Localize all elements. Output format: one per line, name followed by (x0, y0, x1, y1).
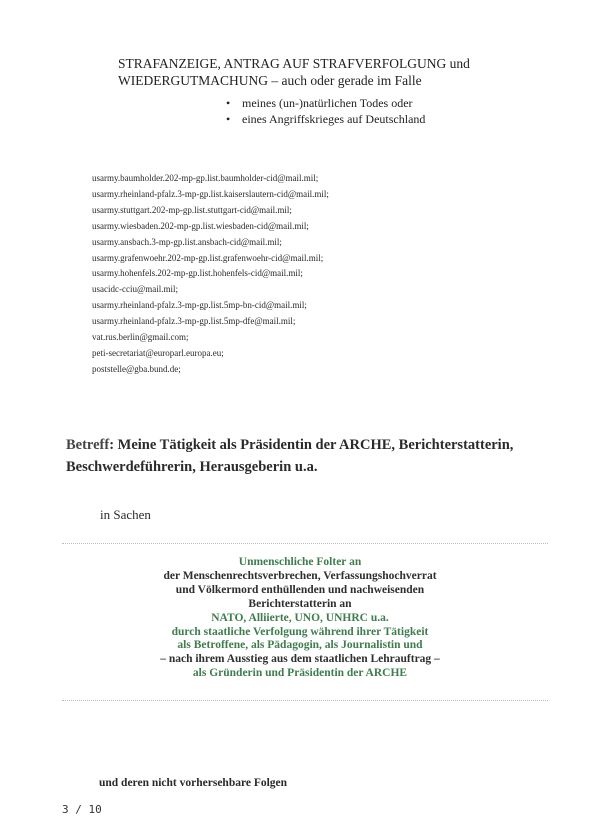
recipient-email: usarmy.ansbach.3-mp-gp.list.ansbach-cid@mail.mil; (92, 236, 282, 247)
recipient-email: usarmy.grafenwoehr.202-mp-gp.list.grafenwoehr-cid@mail.mil; (92, 252, 324, 263)
subject-text-line-1: : Meine Tätigkeit als Präsidentin der ARCHE, Berichterstatterin, (109, 437, 514, 453)
title-line-1: STRAFANZEIGE, ANTRAG AUF STRAFVERFOLGUNG und (118, 56, 470, 71)
recipient-email: usarmy.rheinland-pfalz.3-mp-gp.list.5mp-dfe@mail.mil; (92, 316, 296, 327)
recipient-email: usarmy.stuttgart.202-mp-gp.list.stuttgart-cid@mail.mil; (92, 204, 292, 215)
subject-label: Betreff (66, 437, 110, 453)
header-bullet-item: • eines Angriffskrieges auf Deutschland (226, 111, 538, 127)
title-line-2: WIEDERGUTMACHUNG – auch oder gerade im Falle (118, 73, 422, 88)
charges-line: als Betroffene, als Pädagogin, als Journalistin und (177, 639, 423, 652)
recipient-email: poststelle@gba.bund.de; (92, 363, 181, 374)
recipient-email: usarmy.rheinland-pfalz.3-mp-gp.list.5mp-bn-cid@mail.mil; (92, 300, 307, 311)
charges-line: Berichterstatterin an (248, 597, 352, 610)
recipient-email: usarmy.rheinland-pfalz.3-mp-gp.list.kaiserslautern-cid@mail.mil; (92, 188, 329, 199)
recipient-email: peti-secretariat@europarl.europa.eu; (92, 347, 224, 358)
charges-line: und Völkermord enthüllenden und nachweisenden (175, 583, 425, 596)
divider-top (62, 543, 548, 544)
recipient-email: usarmy.baumholder.202-mp-gp.list.baumholder-cid@mail.mil; (92, 173, 319, 183)
charges-line: Unmenschliche Folter an (238, 556, 362, 568)
divider-bottom (62, 700, 548, 701)
header-bullet-list (226, 95, 538, 127)
page-number: 3 / 10 (62, 803, 102, 816)
charges-line: NATO, Alliierte, UNO, UNHRC u.a. (211, 611, 389, 624)
charges-line: durch staatliche Verfolgung während ihrer Tätigkeit (171, 625, 429, 638)
charges-block (100, 556, 500, 681)
in-sachen-label: in Sachen (100, 507, 151, 522)
header-bullet-item: • meines (un-)natürlichen Todes oder (226, 95, 538, 111)
recipient-email-list (92, 171, 329, 378)
closing-line: und deren nicht vorhersehbare Folgen (99, 777, 288, 789)
recipient-email: vat.rus.berlin@gmail.com; (92, 332, 189, 343)
recipient-email: usarmy.wiesbaden.202-mp-gp.list.wiesbaden-cid@mail.mil; (92, 220, 309, 231)
charges-line: – nach ihrem Ausstieg aus dem staatlichen Lehrauftrag – (160, 653, 440, 666)
recipient-email: usarmy.hohenfels.202-mp-gp.list.hohenfels-cid@mail.mil; (92, 268, 303, 279)
document-header (118, 55, 538, 127)
charges-line: als Gründerin und Präsidentin der ARCHE (192, 667, 408, 680)
recipient-email: usacidc-cciu@mail.mil; (92, 284, 179, 295)
subject-text-line-2: Beschwerdeführerin, Herausgeberin u.a. (66, 459, 318, 475)
charges-line: der Menschenrechtsverbrechen, Verfassungshochverrat (163, 569, 437, 582)
subject-block (66, 434, 556, 478)
